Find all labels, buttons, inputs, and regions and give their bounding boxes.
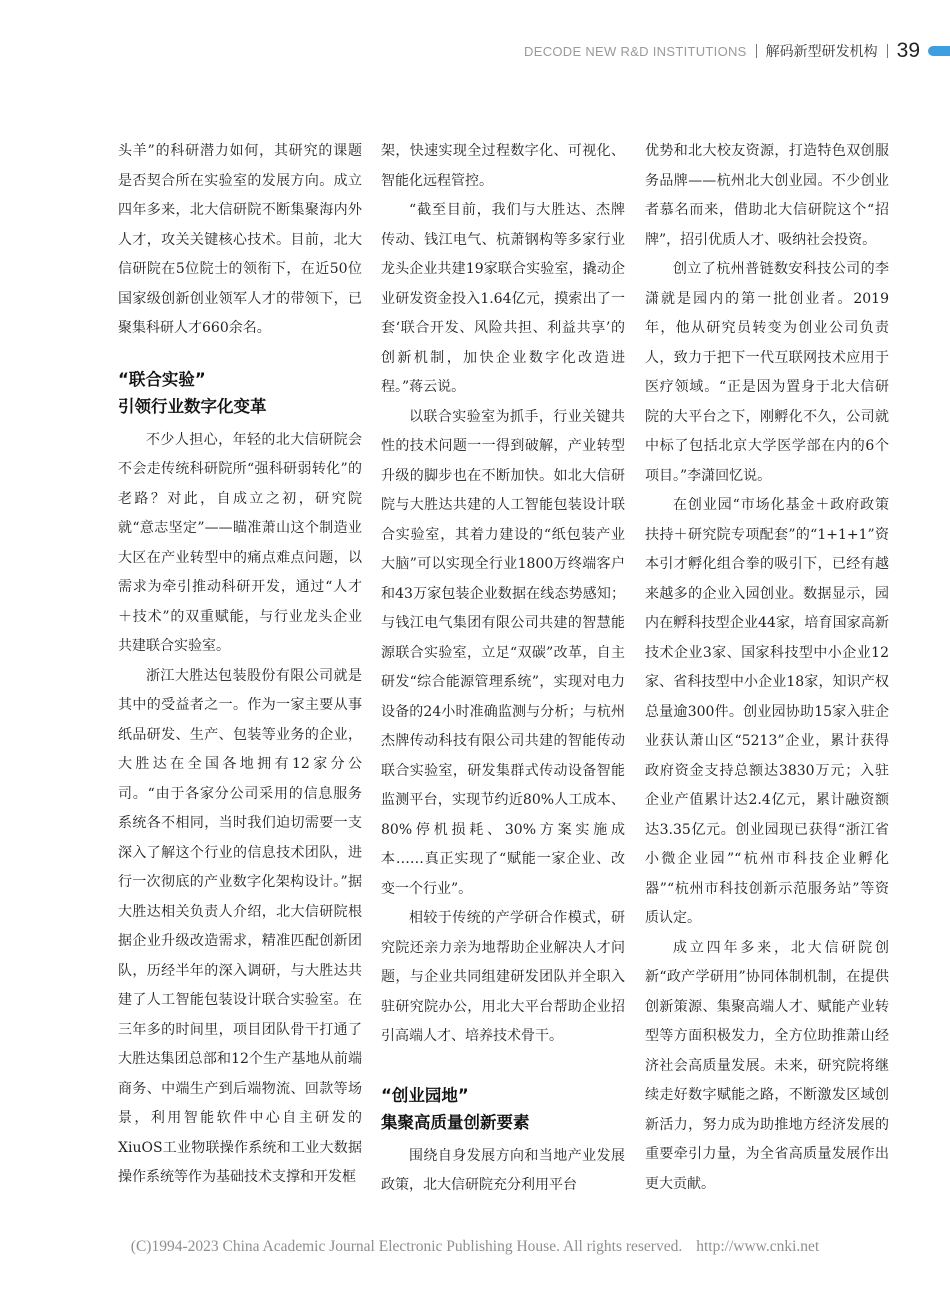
page-number: 39 bbox=[896, 39, 920, 62]
paragraph: 优势和北大校友资源，打造特色双创服务品牌——杭州北大创业园。不少创业者慕名而来，借助北大信研院这个“招牌”，招引优质人才、吸纳社会投资。 bbox=[645, 143, 889, 248]
section-title-cn: 解码新型研发机构 bbox=[765, 44, 878, 60]
paragraph: 不少人担心，年轻的北大信研院会不会走传统科研院所“强科研弱转化”的老路？对此，自成立之初，研究院就“意志坚定”——瞄准萧山这个制造业大区在产业转型中的痛点难点问题，以需求为牵引推动科研开发，通过“人才＋技术”的双重赋能，与行业龙头企业共建联合实验室。 bbox=[118, 431, 362, 654]
header-divider bbox=[756, 44, 757, 58]
paragraph: 浙江大胜达包装股份有限公司就是其中的受益者之一。作为一家主要从事纸品研发、生产、包装等业务的企业，大胜达在全国各地拥有12家分公司。“由于各家分公司采用的信息服务系统各不相同，当时我们迫切需要一支深入了解这个行业的信息技术团队，进行一次彻底的产业数字化架构设计。”据大胜达相关负责人介绍，北大信研院根据企业升级改造需求，精准匹配创新团队，历经半年的深入调研，与大胜达共建了人工智能包装设计联合实验室。在三年多的时间里，项目团队骨干打通了大胜达集团总部和12个生产基地从前端商务、中端生产到后端物流、回款等场景，利用智能软件中心自主研发的XiuOS工业物联操作系统和工业大数据操作系统等作为基础技术支撑和开发框 bbox=[118, 667, 362, 1185]
paragraph: 以联合实验室为抓手，行业关键共性的技术问题一一得到破解，产业转型升级的脚步也在不断加快。如北大信研院与大胜达共建的人工智能包装设计联合实验室，其着力建设的“纸包装产业大脑”可以实现全行业1800万终端客户和43万家包装企业数据在线态势感知；与钱江电气集团有限公司共建的智慧能源联合实验室，立足“双碳”改革，自主研发“综合能源管理系统”，实现对电力设备的24小时准确监测与分析；与杭州杰牌传动科技有限公司共建的智能传动联合实验室，研发集群式传动设备智能监测平台，实现节约近80%人工成本、80%停机损耗、30%方案实施成本……真正实现了“赋能一家企业、改变一个行业”。 bbox=[381, 408, 625, 897]
running-header bbox=[440, 38, 950, 64]
header-divider bbox=[887, 44, 888, 58]
paragraph: 创立了杭州普链数安科技公司的李潇就是园内的第一批创业者。2019年，他从研究员转变为创业公司负责人，致力于把下一代互联网技术应用于医疗领域。“正是因为置身于北大信研院的大平台之下，刚孵化不久，公司就中标了包括北京大学医学部在内的6个项目。”李潇回忆说。 bbox=[645, 261, 889, 484]
section-heading-line: “联合实验” bbox=[118, 369, 206, 389]
section-heading-line: “创业园地” bbox=[381, 1085, 469, 1105]
paragraph: 成立四年多来，北大信研院创新“政产学研用”协同体制机制，在提供创新策源、集聚高端人才、赋能产业转型等方面积极发力，全方位助推萧山经济社会高质量发展。未来，研究院将继续走好数字赋能之路，不断激发区域创新活力，努力成为助推地方经济发展的重要牵引力量，为全省高质量发展作出更大贡献。 bbox=[645, 939, 889, 1192]
paragraph: “截至目前，我们与大胜达、杰牌传动、钱江电气、杭萧钢构等多家行业龙头企业共建19家联合实验室，撬动企业研发资金投入1.64亿元，摸索出了一套‘联合开发、风险共担、利益共享’的创新机制，加快企业数字化改造进程。”蒋云说。 bbox=[381, 202, 625, 395]
section-heading-line: 引领行业数字化变革 bbox=[118, 396, 267, 416]
section-heading-line: 集聚高质量创新要素 bbox=[381, 1112, 530, 1132]
accent-tab-icon bbox=[928, 46, 950, 56]
article-column-1 bbox=[118, 137, 362, 1193]
section-heading bbox=[118, 366, 362, 420]
footer-url[interactable]: http://www.cnki.net bbox=[696, 1238, 820, 1255]
article-column-2 bbox=[381, 137, 625, 1201]
section-title-en: DECODE NEW R&D INSTITUTIONS bbox=[524, 43, 747, 59]
copyright-text: (C)1994-2023 China Academic Journal Electronic Publishing House. All rights reserved. bbox=[130, 1238, 683, 1255]
paragraph: 在创业园“市场化基金＋政府政策扶持＋研究院专项配套”的“1+1+1”资本引才孵化组合拳的吸引下，已经有越来越多的企业入园创业。数据显示，园内在孵科技型企业44家，培育国家高新技术企业3家、国家科技型中小企业12家、省科技型中小企业18家，知识产权总量逾300件。创业园协助15家入驻企业获认萧山区“5213”企业，累计获得政府资金支持总额达3830万元；入驻企业产值累计达2.4亿元，累计融资额达3.35亿元。创业园现已获得“浙江省小微企业园”“杭州市科技企业孵化器”“杭州市科技创新示范服务站”等资质认定。 bbox=[645, 497, 889, 926]
paragraph: 围绕自身发展方向和当地产业发展政策，北大信研院充分利用平台 bbox=[381, 1147, 625, 1193]
paragraph: 相较于传统的产学研合作模式，研究院还亲力亲为地帮助企业解决人才问题，与企业共同组建研发团队并全职入驻研究院办公，用北大平台帮助企业招引高端人才、培养技术骨干。 bbox=[381, 910, 625, 1044]
article-column-3 bbox=[645, 137, 889, 1199]
copyright-footer bbox=[0, 1238, 950, 1256]
section-heading bbox=[381, 1082, 625, 1136]
paragraph: 头羊”的科研潜力如何，其研究的课题是否契合所在实验室的发展方向。成立四年多来，北大信研院不断集聚海内外人才，攻关关键核心技术。目前，北大信研院在5位院士的领衔下，在近50位国家级创新创业领军人才的带领下，已聚集科研人才660余名。 bbox=[118, 143, 362, 336]
paragraph: 架，快速实现全过程数字化、可视化、智能化远程管控。 bbox=[381, 143, 625, 189]
